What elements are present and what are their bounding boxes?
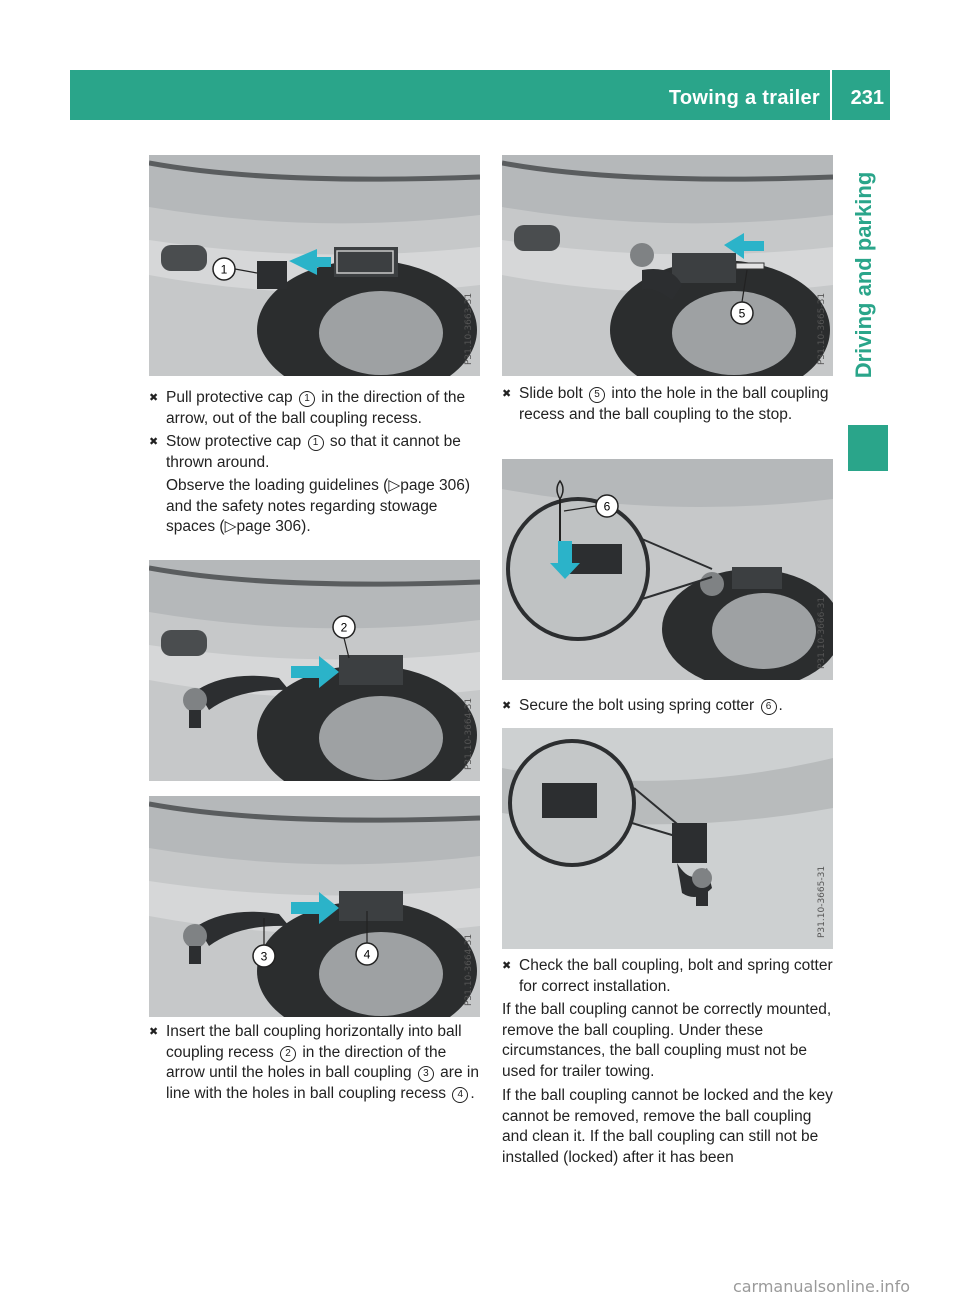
side-tab-label: Driving and parking: [851, 171, 876, 379]
step-check-installation: ✖ Check the ball coupling, bolt and spring cotter for correct installation.: [502, 957, 833, 995]
header-bar: [70, 70, 890, 120]
photo-code: P31.10-3664-31: [464, 933, 474, 1006]
step-secure-bolt: ✖ Secure the bolt using spring cotter 6 .: [502, 696, 834, 717]
instructions-cap: [149, 388, 481, 541]
page-number: 231: [850, 87, 884, 109]
callout-ref: 5: [589, 387, 605, 403]
callout-ref: 4: [452, 1087, 468, 1103]
step-insert-coupling: ✖ Insert the ball coupling horizontally into ball coupling recess 2 in the direction of the arrow until the holes in ball coupling 3 are in line with the holes in ball coupling recess 4 .: [149, 1023, 479, 1102]
side-tab-marker: [848, 425, 888, 471]
step-pull-cap: ✖ Pull protective cap 1 in the direction of the arrow, out of the ball coupling recess.: [149, 389, 466, 427]
step-stow-cap: ✖ Stow protective cap 1 so that it cannot be thrown around.: [149, 433, 461, 471]
figure-spring-cotter-illustration: [502, 459, 833, 680]
instructions-insert: [149, 1022, 481, 1107]
watermark: carmanualsonline.info: [732, 1277, 910, 1296]
instructions-bolt: [502, 384, 834, 428]
photo-code: P31.10-3666-31: [817, 596, 827, 669]
step-arrow-icon: ✖: [149, 1026, 159, 1038]
figure-spring-cotter: [502, 459, 833, 680]
step-arrow-icon: ✖: [502, 700, 512, 712]
page-ref-icon: ▷: [224, 518, 237, 535]
callout-5-label: 5: [738, 306, 746, 321]
callout-4-label: 4: [363, 947, 371, 962]
note-loading: Observe the loading guidelines (▷page 306) and the safety notes regarding stowage spaces (▷page 306).: [166, 477, 471, 535]
figure-insert-coupling-illustration: [149, 560, 480, 781]
callout-ref: 6: [761, 699, 777, 715]
page-ref-link[interactable]: page 306: [236, 518, 302, 535]
figure-slide-bolt-illustration: [502, 155, 833, 376]
page-ref-link[interactable]: page 306: [400, 477, 465, 494]
callout-ref: 1: [299, 391, 315, 407]
callout-ref: 1: [308, 435, 324, 451]
photo-code: P31.10-3664-31: [464, 697, 474, 770]
figure-check-installation: [502, 728, 833, 949]
instructions-check: [502, 956, 834, 1172]
figure-slide-bolt: [502, 155, 833, 376]
photo-code: P31.10-3665-31: [817, 292, 827, 365]
step-arrow-icon: ✖: [502, 388, 512, 400]
callout-ref: 3: [418, 1066, 434, 1082]
side-tab: [838, 130, 890, 420]
callout-ref: 2: [280, 1046, 296, 1062]
step-slide-bolt: ✖ Slide bolt 5 into the hole in the ball coupling recess and the ball coupling to the stop.: [502, 385, 829, 423]
photo-code: P31.10-3665-31: [817, 865, 827, 938]
paragraph-incorrect-mount: If the ball coupling cannot be correctly mounted, remove the ball coupling. Under these circumstances, the ball coupling must not be used for trailer towing.: [502, 1001, 832, 1080]
callout-6-label: 6: [603, 499, 611, 514]
step-arrow-icon: ✖: [149, 392, 159, 404]
instructions-cotter: [502, 696, 834, 720]
figure-remove-cap-illustration: [149, 155, 480, 376]
figure-align-holes: [149, 796, 480, 1017]
figure-check-installation-illustration: [502, 728, 833, 949]
page-ref-icon: ▷: [388, 477, 401, 494]
section-title: Towing a trailer: [668, 87, 820, 109]
header-divider: [830, 70, 832, 120]
paragraph-cannot-lock: If the ball coupling cannot be locked and the key cannot be removed, remove the ball coupling and clean it. If the ball coupling can still not be installed (locked) after it has been: [502, 1087, 833, 1166]
step-arrow-icon: ✖: [502, 960, 512, 972]
callout-1-label: 1: [220, 262, 228, 277]
step-arrow-icon: ✖: [149, 436, 159, 448]
photo-code: P31.10-3663-31: [464, 292, 474, 365]
figure-remove-cap: [149, 155, 480, 376]
callout-2-label: 2: [340, 620, 348, 635]
figure-insert-coupling: [149, 560, 480, 781]
callout-3-label: 3: [260, 949, 268, 964]
figure-align-holes-illustration: [149, 796, 480, 1017]
